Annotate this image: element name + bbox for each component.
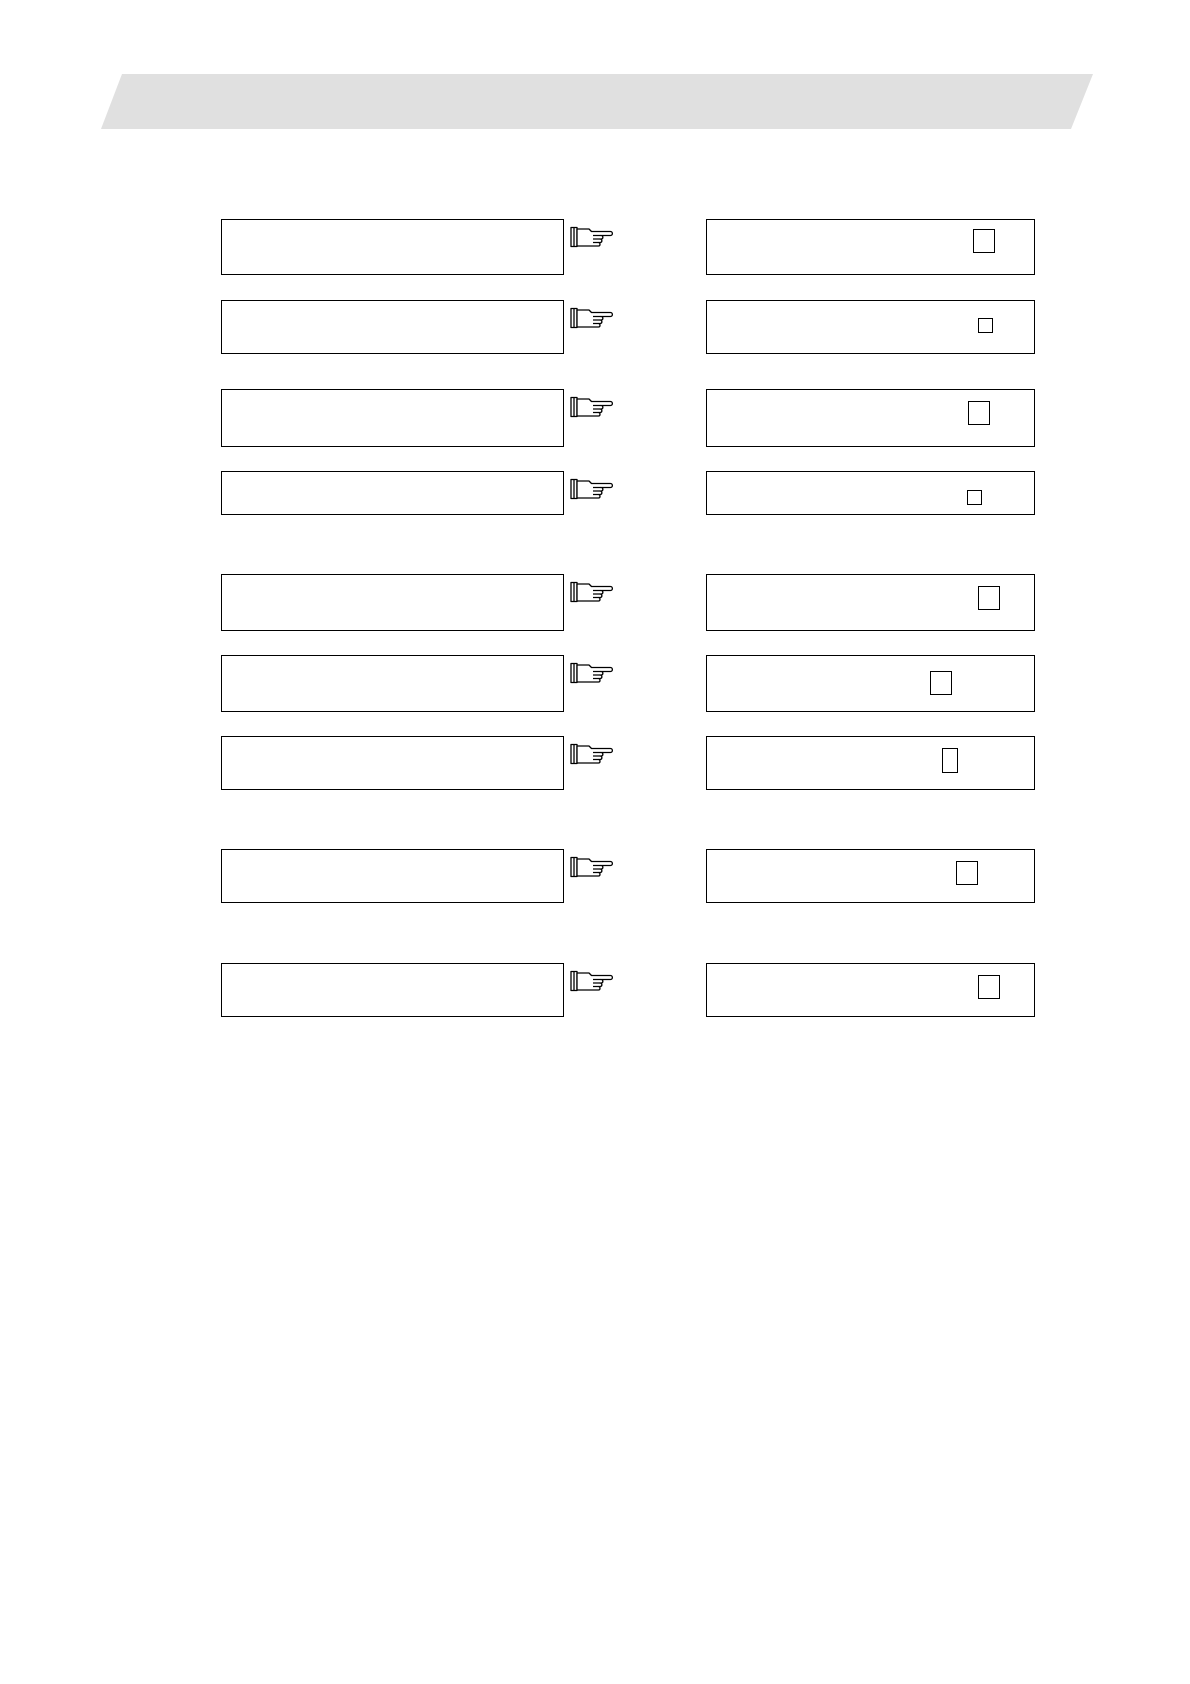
item-text bbox=[222, 575, 563, 587]
item-text bbox=[222, 850, 563, 862]
reference-box bbox=[706, 655, 1035, 712]
pointing-hand-icon bbox=[570, 225, 614, 249]
pointing-hand-icon bbox=[570, 855, 614, 879]
reference-box bbox=[706, 471, 1035, 515]
hollow-square-icon bbox=[973, 229, 995, 253]
hollow-square-icon bbox=[942, 748, 958, 773]
reference-row bbox=[0, 574, 1190, 631]
item-box bbox=[221, 963, 564, 1017]
reference-row bbox=[0, 655, 1190, 712]
item-box bbox=[221, 300, 564, 354]
item-text bbox=[222, 390, 563, 402]
reference-text bbox=[707, 737, 1034, 749]
item-box bbox=[221, 574, 564, 631]
item-box bbox=[221, 655, 564, 712]
hollow-square-icon bbox=[968, 401, 990, 425]
reference-row bbox=[0, 300, 1190, 354]
item-text bbox=[222, 472, 563, 484]
reference-row bbox=[0, 389, 1190, 447]
hollow-square-icon bbox=[967, 490, 982, 505]
item-box bbox=[221, 736, 564, 790]
reference-text bbox=[707, 850, 1034, 862]
reference-text bbox=[707, 656, 1034, 668]
pointing-hand-icon bbox=[570, 969, 614, 993]
item-box bbox=[221, 849, 564, 903]
hollow-square-icon bbox=[956, 861, 978, 885]
header-banner bbox=[101, 74, 1093, 129]
reference-text bbox=[707, 301, 1034, 313]
item-box bbox=[221, 471, 564, 515]
reference-text bbox=[707, 472, 1034, 484]
pointing-hand-icon bbox=[570, 477, 614, 501]
item-text bbox=[222, 301, 563, 313]
item-box bbox=[221, 219, 564, 275]
hollow-square-icon bbox=[978, 975, 1000, 999]
pointing-hand-icon bbox=[570, 661, 614, 685]
reference-row bbox=[0, 736, 1190, 790]
pointing-hand-icon bbox=[570, 580, 614, 604]
reference-box bbox=[706, 849, 1035, 903]
pointing-hand-icon bbox=[570, 395, 614, 419]
hollow-square-icon bbox=[978, 318, 993, 333]
pointing-hand-icon bbox=[570, 742, 614, 766]
reference-box bbox=[706, 736, 1035, 790]
hollow-square-icon bbox=[978, 586, 1000, 610]
reference-row bbox=[0, 219, 1190, 275]
reference-row bbox=[0, 471, 1190, 515]
reference-row bbox=[0, 963, 1190, 1017]
item-box bbox=[221, 389, 564, 447]
item-text bbox=[222, 737, 563, 749]
item-text bbox=[222, 656, 563, 668]
pointing-hand-icon bbox=[570, 306, 614, 330]
reference-row bbox=[0, 849, 1190, 903]
item-text bbox=[222, 220, 563, 232]
hollow-square-icon bbox=[930, 671, 952, 695]
item-text bbox=[222, 964, 563, 976]
